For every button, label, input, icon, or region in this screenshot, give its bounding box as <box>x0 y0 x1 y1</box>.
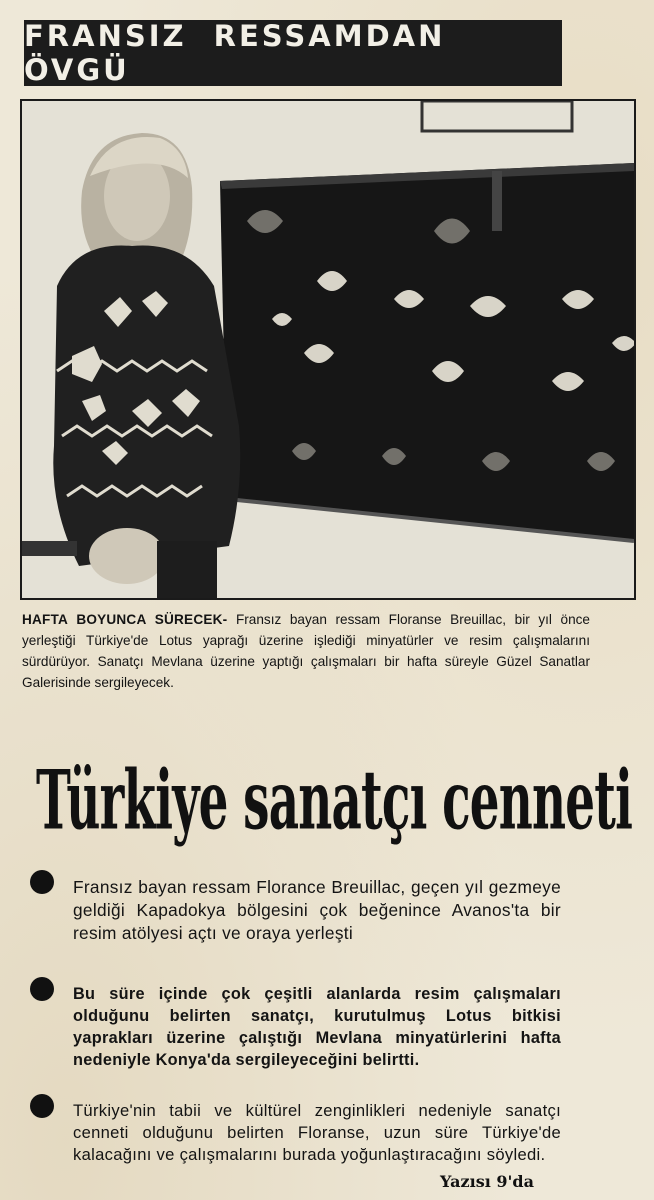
photo-of-artist-with-paintings <box>22 101 634 598</box>
caption-text: Fransız bayan ressam Floranse Breuillac, bir yıl önce yerleştiği Türkiye'de Lotus yaprağı üzerine işlediği minyatürler ve resim çalışmalarını sürdürüyor. Sanatçı Mevlana üzerine yaptığı çalışmaları bir hafta süreyle Güzel Sanatlar Galerisinde sergileyecek. <box>22 612 590 690</box>
headline-text: Türkiye sanatçı cenneti <box>36 754 633 849</box>
continuation-reference: Yazısı 9'da <box>440 1172 534 1191</box>
section-banner <box>24 20 562 86</box>
caption-lead: HAFTA BOYUNCA SÜRECEK- <box>22 612 228 627</box>
article-headline <box>36 734 633 849</box>
article-photo <box>20 99 636 600</box>
photo-caption <box>22 609 590 693</box>
paragraph-3: Türkiye'nin tabii ve kültürel zenginlikleri nedeniyle sanatçı cenneti olduğunu belirten Floranse, uzun süre Türkiye'de kalacağını ve çalışmalarını burada yoğunlaştıracağını söyledi. <box>73 1101 561 1164</box>
paragraph-1: Fransız bayan ressam Florance Breuillac, geçen yıl gezmeye geldiği Kapadokya bölgesini çok beğenince Avanos'ta bir resim atölyesi açtı ve oraya yerleşti <box>73 877 561 943</box>
bullet-icon <box>30 1094 54 1118</box>
banner-title: FRANSIZ RESSAMDAN ÖVGÜ <box>24 19 446 87</box>
paragraph-2: Bu süre içinde çok çeşitli alanlarda resim çalışmaları olduğunu belirten sanatçı, kurutulmuş Lotus bitkisi yaprakları üzerine çalıştığı Mevlana minyatürlerini hafta nedeniyle Konya'da sergileyeceğini belirtti. <box>73 985 561 1069</box>
bullet-icon <box>30 977 54 1001</box>
bullet-icon <box>30 870 54 894</box>
